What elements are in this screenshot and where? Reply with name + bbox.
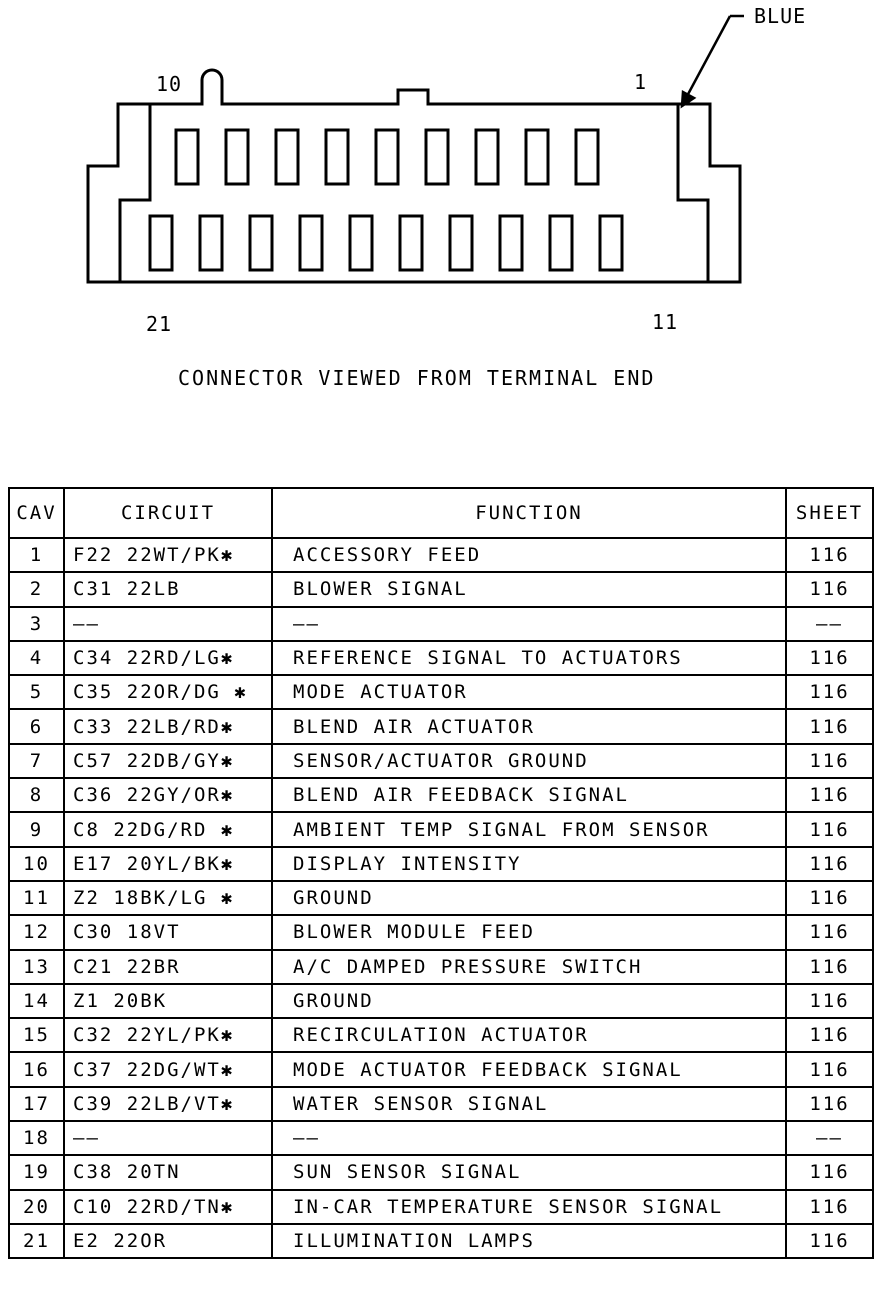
function-cell: BLEND AIR ACTUATOR [272,709,786,743]
sheet-cell: 116 [786,984,873,1018]
table-row [9,1052,873,1086]
cavity-bottom [300,216,322,270]
sheet-cell: 116 [786,881,873,915]
function-cell: ACCESSORY FEED [272,538,786,572]
cavity-top [176,130,198,184]
cav-cell: 2 [9,572,64,606]
cavity-bottom [500,216,522,270]
cav-cell: 17 [9,1087,64,1121]
table-row [9,709,873,743]
function-cell: BLEND AIR FEEDBACK SIGNAL [272,778,786,812]
cav-cell: 8 [9,778,64,812]
table-row [9,812,873,846]
sheet-cell: 116 [786,709,873,743]
sheet-cell: 116 [786,1087,873,1121]
cav-cell: 14 [9,984,64,1018]
pin-label-21: 21 [146,312,173,336]
pin-label-11: 11 [652,310,679,334]
wire-color-label: BLUE [754,4,807,28]
pin-label-10: 10 [156,72,183,96]
function-cell: GROUND [272,881,786,915]
cav-cell: 15 [9,1018,64,1052]
circuit-cell: C34 22RD/LG✱ [64,641,272,675]
pinout-table [8,487,874,1259]
sheet-cell: 116 [786,1155,873,1189]
circuit-cell: C33 22LB/RD✱ [64,709,272,743]
function-cell: WATER SENSOR SIGNAL [272,1087,786,1121]
sheet-cell: 116 [786,950,873,984]
cav-cell: 5 [9,675,64,709]
sheet-cell: 116 [786,641,873,675]
function-cell: SUN SENSOR SIGNAL [272,1155,786,1189]
header-function: FUNCTION [272,488,786,538]
circuit-cell: C36 22GY/OR✱ [64,778,272,812]
cavity-bottom [200,216,222,270]
cav-cell: 19 [9,1155,64,1189]
table-header-row [9,488,873,538]
cavity-grid [150,130,622,270]
function-cell: AMBIENT TEMP SIGNAL FROM SENSOR [272,812,786,846]
table-row [9,950,873,984]
sheet-cell: 116 [786,1018,873,1052]
function-cell: DISPLAY INTENSITY [272,847,786,881]
circuit-cell: C31 22LB [64,572,272,606]
function-cell: REFERENCE SIGNAL TO ACTUATORS [272,641,786,675]
table-row [9,1155,873,1189]
sheet-cell: 116 [786,847,873,881]
table-row [9,778,873,812]
table-row [9,538,873,572]
circuit-cell: C32 22YL/PK✱ [64,1018,272,1052]
table-row [9,572,873,606]
function-cell: BLOWER MODULE FEED [272,915,786,949]
cav-cell: 12 [9,915,64,949]
sheet-cell: 116 [786,1052,873,1086]
function-cell: MODE ACTUATOR [272,675,786,709]
cavity-top [576,130,598,184]
table-row [9,881,873,915]
function-cell: SENSOR/ACTUATOR GROUND [272,744,786,778]
header-circuit: CIRCUIT [64,488,272,538]
pin-label-1: 1 [634,70,648,94]
table-row [9,1121,873,1155]
cavity-bottom [150,216,172,270]
table-row [9,1224,873,1258]
circuit-cell: —— [64,607,272,641]
sheet-cell: —— [786,607,873,641]
cav-cell: 9 [9,812,64,846]
circuit-cell: E2 22OR [64,1224,272,1258]
table-row [9,847,873,881]
circuit-cell: C57 22DB/GY✱ [64,744,272,778]
connector-caption: CONNECTOR VIEWED FROM TERMINAL END [178,366,656,390]
circuit-cell: C10 22RD/TN✱ [64,1190,272,1224]
circuit-cell: C39 22LB/VT✱ [64,1087,272,1121]
function-cell: A/C DAMPED PRESSURE SWITCH [272,950,786,984]
circuit-cell: Z2 18BK/LG ✱ [64,881,272,915]
function-cell: IN-CAR TEMPERATURE SENSOR SIGNAL [272,1190,786,1224]
sheet-cell: 116 [786,915,873,949]
circuit-cell: —— [64,1121,272,1155]
sheet-cell: 116 [786,1224,873,1258]
cavity-top [276,130,298,184]
circuit-cell: C37 22DG/WT✱ [64,1052,272,1086]
cavity-bottom [600,216,622,270]
circuit-cell: E17 20YL/BK✱ [64,847,272,881]
cav-cell: 11 [9,881,64,915]
cav-cell: 6 [9,709,64,743]
table-row [9,607,873,641]
sheet-cell: 116 [786,744,873,778]
circuit-cell: C21 22BR [64,950,272,984]
pinout-rows [9,538,873,1258]
sheet-cell: 116 [786,812,873,846]
cav-cell: 3 [9,607,64,641]
table-row [9,1018,873,1052]
cavity-top [226,130,248,184]
cav-cell: 4 [9,641,64,675]
circuit-cell: C38 20TN [64,1155,272,1189]
sheet-cell: 116 [786,675,873,709]
function-cell: BLOWER SIGNAL [272,572,786,606]
cav-cell: 21 [9,1224,64,1258]
cavity-top [526,130,548,184]
sheet-cell: —— [786,1121,873,1155]
cav-cell: 18 [9,1121,64,1155]
header-sheet: SHEET [786,488,873,538]
sheet-cell: 116 [786,538,873,572]
table-row [9,915,873,949]
cavity-top [326,130,348,184]
cavity-bottom [450,216,472,270]
cavity-top [476,130,498,184]
sheet-cell: 116 [786,1190,873,1224]
circuit-cell: F22 22WT/PK✱ [64,538,272,572]
cavity-top [376,130,398,184]
cavity-top [426,130,448,184]
function-cell: ILLUMINATION LAMPS [272,1224,786,1258]
cav-cell: 16 [9,1052,64,1086]
table-row [9,641,873,675]
table-row [9,984,873,1018]
cav-cell: 10 [9,847,64,881]
cav-cell: 7 [9,744,64,778]
circuit-cell: C30 18VT [64,915,272,949]
cavity-bottom [550,216,572,270]
circuit-cell: Z1 20BK [64,984,272,1018]
cav-cell: 13 [9,950,64,984]
cavity-bottom [400,216,422,270]
cavity-bottom [350,216,372,270]
cav-cell: 20 [9,1190,64,1224]
function-cell: GROUND [272,984,786,1018]
header-cav: CAV [9,488,64,538]
cav-cell: 1 [9,538,64,572]
function-cell: —— [272,1121,786,1155]
sheet-cell: 116 [786,572,873,606]
function-cell: MODE ACTUATOR FEEDBACK SIGNAL [272,1052,786,1086]
table-row [9,1190,873,1224]
sheet-cell: 116 [786,778,873,812]
circuit-cell: C35 22OR/DG ✱ [64,675,272,709]
cavity-bottom [250,216,272,270]
circuit-cell: C8 22DG/RD ✱ [64,812,272,846]
connector-diagram [0,0,896,470]
table-row [9,1087,873,1121]
table-row [9,675,873,709]
blue-pointer-arrow [682,16,744,106]
table-row [9,744,873,778]
function-cell: RECIRCULATION ACTUATOR [272,1018,786,1052]
connector-inner-shell [120,104,150,282]
function-cell: —— [272,607,786,641]
